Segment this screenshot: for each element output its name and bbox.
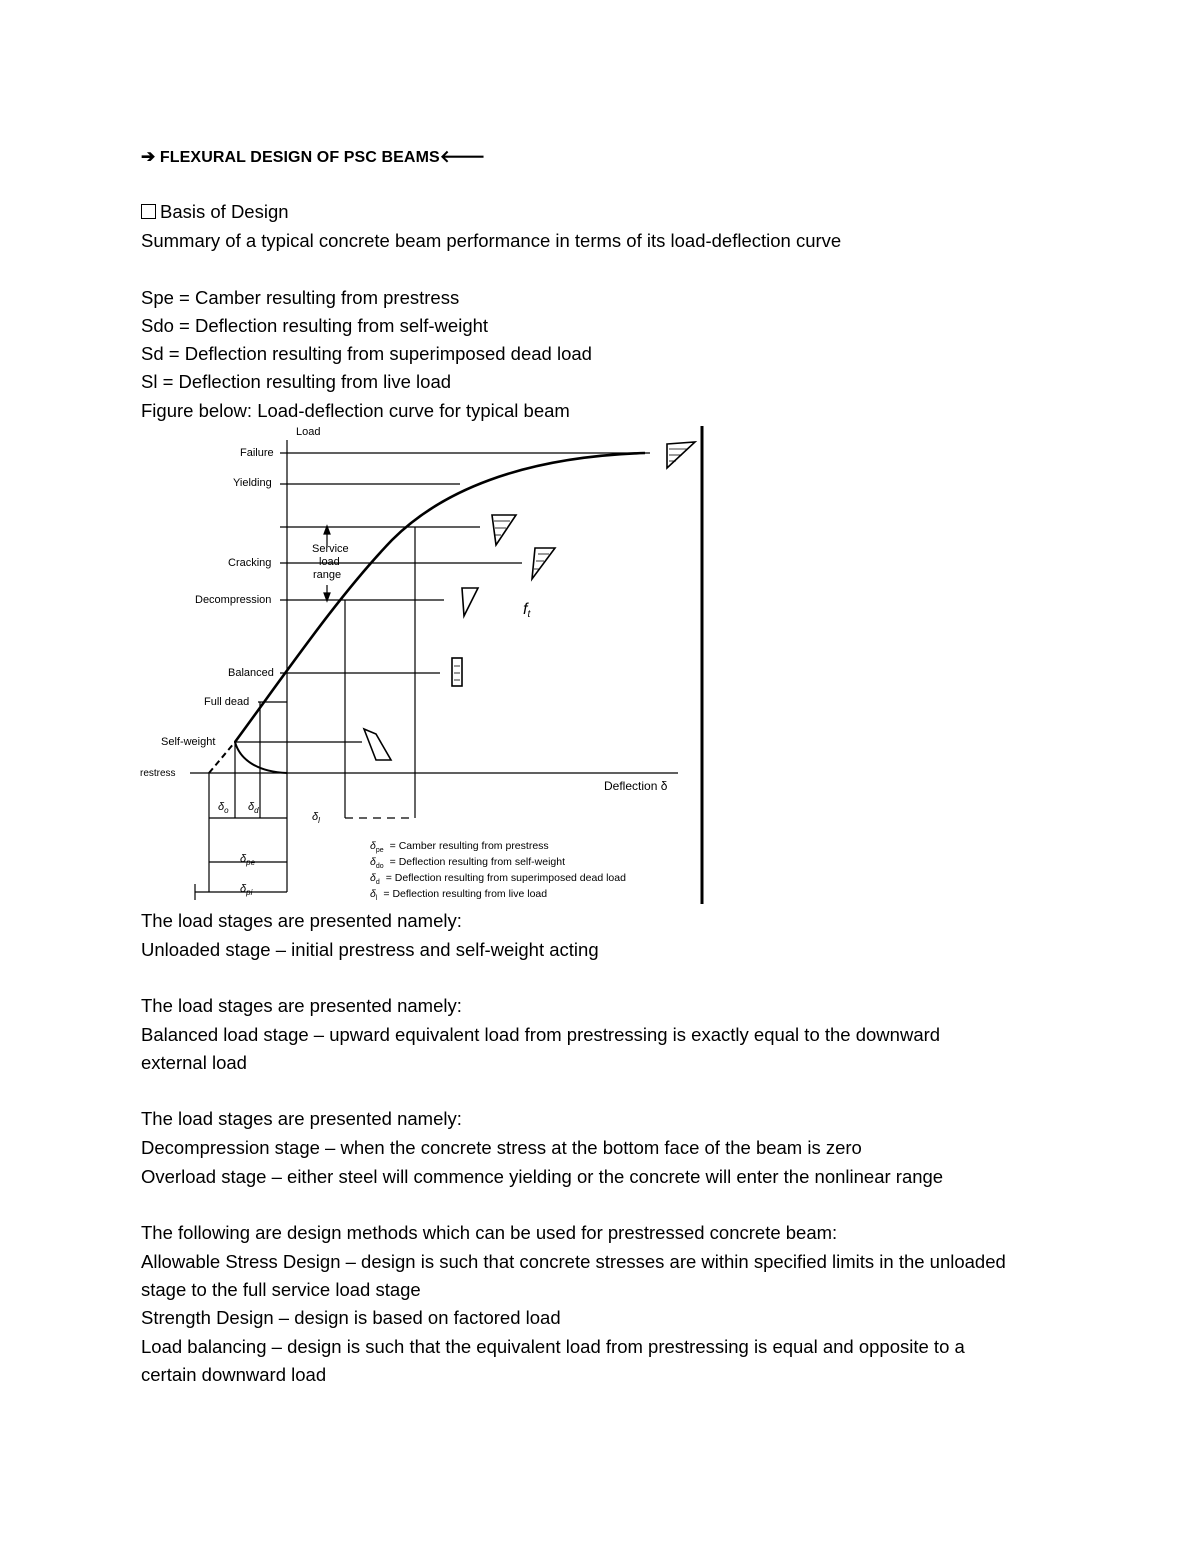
balanced-stress-block (452, 658, 462, 686)
figure-caption: Figure below: Load-deflection curve for typical beam (141, 400, 570, 421)
label-self-weight: Self-weight (161, 736, 216, 748)
label-balanced: Balanced (228, 667, 274, 679)
paragraph-line: certain downward load (141, 1364, 327, 1385)
paragraph-line: The following are design methods which can be used for prestressed concrete beam: (141, 1222, 838, 1243)
label-full-dead: Full dead (204, 696, 250, 708)
load-deflection-curve (235, 453, 645, 742)
delta-pe-label: $\delta_{pe}$ (240, 853, 256, 867)
cracking-stress-block (492, 515, 516, 545)
paragraph-line: Balanced load stage – upward equivalent load from prestressing is exactly equal to the downward (141, 1024, 941, 1045)
left-arrow-icon: 🡐 (439, 147, 486, 166)
ft-label: ft (523, 601, 531, 620)
service-label-2: load (319, 556, 340, 568)
legend-item-pe: $\delta_{pe}$ = Camber resulting from prestress (370, 840, 549, 854)
paragraph-line: The load stages are presented namely: (141, 1108, 462, 1129)
label-decompression: Decompression (195, 594, 272, 606)
prestress-stress-block (364, 729, 391, 760)
axis-deflection-label: Deflection δ (604, 779, 668, 793)
definition-sd: Sd = Deflection resulting from superimposed dead load (141, 343, 592, 364)
delta-o-label: $\delta_o$ (218, 801, 229, 815)
zero-stress-block (462, 588, 478, 616)
label-prestress: restress (140, 768, 176, 779)
delta-d-label: $\delta_d$ (248, 801, 259, 815)
paragraph-line: The load stages are presented namely: (141, 910, 462, 931)
legend-item-d: $\delta_d$ = Deflection resulting from superimposed dead load (370, 872, 626, 886)
checkbox-icon (141, 204, 156, 219)
axis-load-label: Load (296, 426, 321, 438)
figure-legend (370, 840, 626, 902)
service-label-1: Service (312, 543, 349, 555)
paragraph-line: Strength Design – design is based on factored load (141, 1307, 561, 1328)
paragraph-line: external load (141, 1052, 247, 1073)
paragraph-line: The load stages are presented namely: (141, 995, 462, 1016)
section-title: Basis of Design (160, 201, 289, 222)
paragraph-line: stage to the full service load stage (141, 1279, 421, 1300)
legend-item-do: $\delta_{do}$ = Deflection resulting from self-weight (370, 856, 566, 870)
paragraph-line: Load balancing – design is such that the equivalent load from prestressing is equal and opposite to a (141, 1336, 965, 1357)
definition-sdo: Sdo = Deflection resulting from self-weight (141, 315, 489, 336)
delta-pi-label: $\delta_{pi}$ (240, 883, 253, 897)
document-title (141, 146, 485, 169)
service-label-3: range (313, 569, 342, 581)
legend-item-l: $\delta_l$ = Deflection resulting from live load (370, 888, 548, 902)
load-deflection-figure (140, 422, 720, 904)
summary-line: Summary of a typical concrete beam performance in terms of its load-deflection curve (141, 230, 842, 251)
section-heading (141, 201, 289, 223)
label-yielding: Yielding (233, 477, 272, 489)
paragraph-line: Overload stage – either steel will commence yielding or the concrete will enter the nonlinear range (141, 1166, 944, 1187)
decompression-stress-block (532, 548, 555, 579)
paragraph-line: Allowable Stress Design – design is such that concrete stresses are within specified limits in the unloaded (141, 1251, 1006, 1272)
title-text: FLEXURAL DESIGN OF PSC BEAMS (159, 149, 440, 166)
label-cracking: Cracking (228, 557, 272, 569)
definition-spe: Spe = Camber resulting from prestress (141, 287, 460, 308)
right-arrow-icon: ➔ (141, 147, 156, 166)
label-failure: Failure (240, 447, 274, 459)
delta-l-label: $\delta_l$ (312, 811, 320, 825)
paragraph-line: Unloaded stage – initial prestress and self-weight acting (141, 939, 599, 960)
paragraph-line: Decompression stage – when the concrete stress at the bottom face of the beam is zero (141, 1137, 862, 1158)
definition-sl: Sl = Deflection resulting from live load (141, 371, 452, 392)
self-weight-curve (235, 742, 287, 773)
